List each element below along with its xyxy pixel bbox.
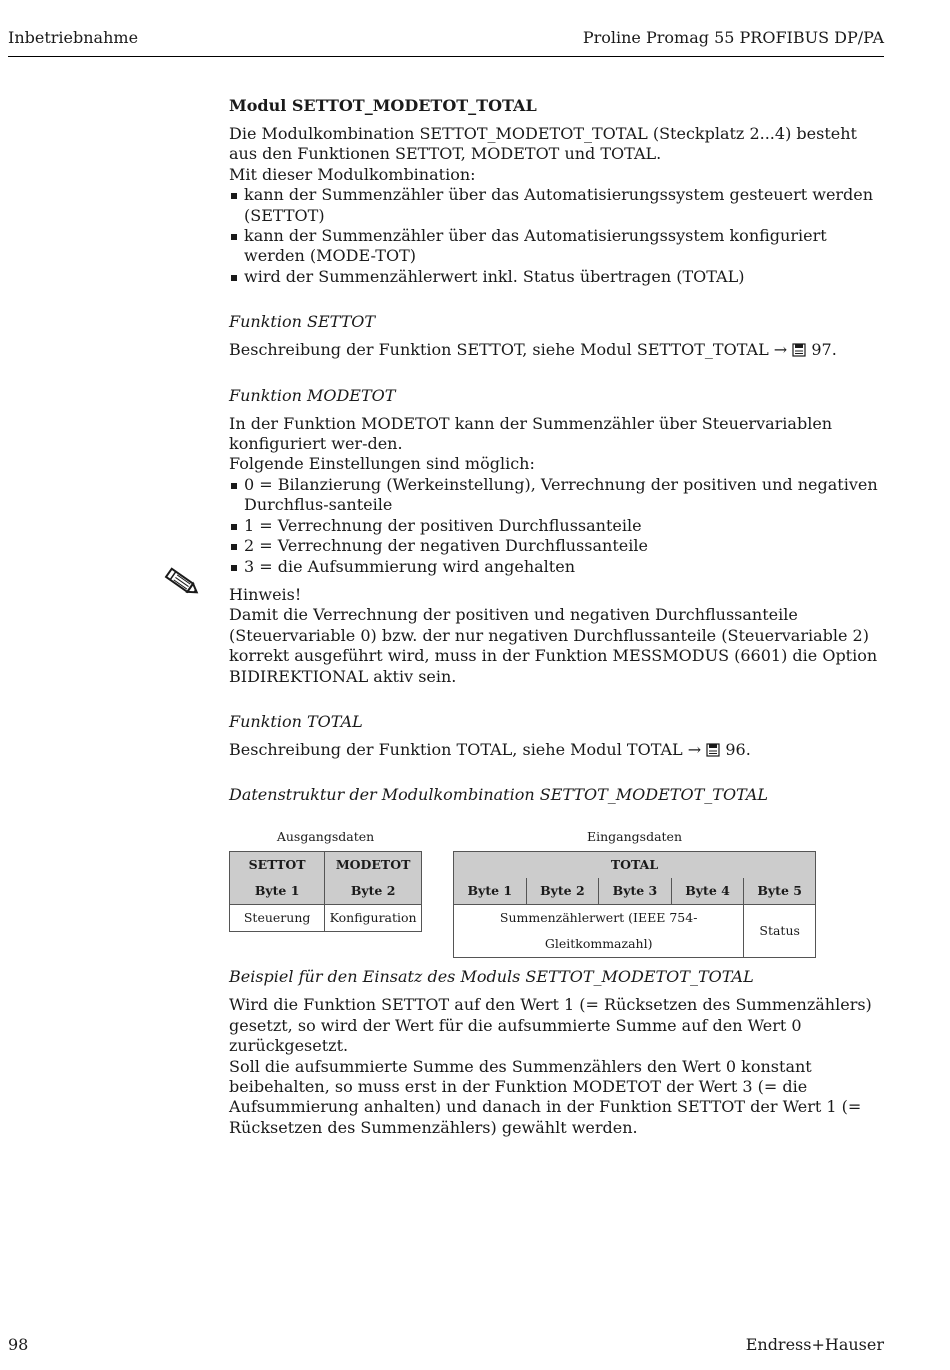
module-combo-intro: Mit dieser Modulkombination: [229, 164, 476, 184]
list-item: 2 = Verrechnung der negativen Durchflussanteile [229, 536, 885, 556]
example-paragraph-2: Soll die aufsummierte Summe des Summenzählers den Wert 0 konstant beibehalten, so muss erst in der Funktion MODETOT der Wert 3 (= die Aufsummierung anhalten) und danach in der Funktion SETTOT der Wert 1 (= Rücksetzen des Summenzählers) gewählt werden. [229, 1056, 862, 1137]
settot-description: Beschreibung der Funktion SETTOT, siehe Modul SETTOT_TOTAL → [229, 340, 788, 360]
note-text: Damit die Verrechnung der positiven und negativen Durchflussanteile (Steuervariable 0) bzw. der nur negativen Durchflussanteile (Steuervariable 2) korrekt ausgeführt wird, muss in der Funktion MESSMODUS (6601) die Option BIDIREKTIONAL aktiv sein. [229, 605, 878, 686]
total-page-ref: 96. [725, 739, 751, 759]
list-item: 3 = die Aufsummierung wird angehalten [229, 557, 885, 577]
modetot-bullet-list [229, 475, 885, 577]
input-byte-5: Byte 5 [744, 878, 816, 905]
list-item: 1 = Verrechnung der positiven Durchflussanteile [229, 516, 885, 536]
module-bullet-list [229, 185, 885, 287]
main-content [229, 96, 885, 1138]
modetot-heading: Funktion MODETOT [229, 385, 396, 405]
settot-text [229, 340, 885, 360]
header-section-title: Inbetriebnahme [8, 28, 139, 47]
modetot-settings-intro: Folgende Einstellungen sind möglich: [229, 454, 535, 474]
module-title: Modul SETTOT_MODETOT_TOTAL [229, 96, 537, 115]
header-product-title: Proline Promag 55 PROFIBUS DP/PA [582, 28, 884, 47]
total-value-cell: Summenzählerwert (IEEE 754-Gleitkommazahl) [454, 905, 744, 958]
datastruct-heading: Datenstruktur der Modulkombination SETTOT_MODETOT_TOTAL [229, 785, 769, 805]
output-control-cell: Steuerung [230, 905, 325, 932]
pencil-note-icon [162, 566, 202, 598]
settot-column-header: SETTOT [230, 852, 325, 879]
total-group-header: TOTAL [454, 852, 816, 879]
page-reference-icon [792, 343, 806, 357]
note-block [229, 585, 885, 687]
example-heading: Beispiel für den Einsatz des Moduls SETTOT_MODETOT_TOTAL [229, 967, 754, 987]
input-data-caption: Eingangsdaten [586, 829, 683, 845]
page-number: 98 [8, 1335, 29, 1354]
output-byte-2: Byte 2 [325, 878, 422, 905]
list-item: 0 = Bilanzierung (Werkeinstellung), Verrechnung der positiven und negativen Durchflus-santeile [229, 475, 885, 516]
total-description: Beschreibung der Funktion TOTAL, siehe Modul TOTAL → [229, 739, 702, 759]
data-structure-tables [229, 829, 885, 952]
example-paragraph-1: Wird die Funktion SETTOT auf den Wert 1 (= Rücksetzen des Summenzählers) gesetzt, so wird der Wert für die aufsummierte Summe auf den Wert 0 zurückgesetzt. [229, 995, 872, 1056]
input-byte-2: Byte 2 [526, 878, 599, 905]
settot-page-ref: 97. [811, 340, 837, 360]
list-item: wird der Summenzählerwert inkl. Status übertragen (TOTAL) [229, 267, 885, 287]
page-header [8, 28, 884, 57]
input-data-table [453, 851, 816, 958]
output-data-table [229, 851, 422, 932]
brand-name: Endress+Hauser [745, 1335, 884, 1354]
output-byte-1: Byte 1 [230, 878, 325, 905]
page-reference-icon [706, 743, 720, 757]
output-data-caption: Ausgangsdaten [276, 829, 375, 845]
input-byte-3: Byte 3 [599, 878, 672, 905]
total-text [229, 740, 885, 760]
module-intro: Die Modulkombination SETTOT_MODETOT_TOTAL (Steckplatz 2...4) besteht aus den Funktionen SETTOT, MODETOT und TOTAL. [229, 124, 857, 164]
list-item: kann der Summenzähler über das Automatisierungssystem konfiguriert werden (MODE-TOT) [229, 226, 885, 267]
settot-heading: Funktion SETTOT [229, 312, 376, 332]
note-label: Hinweis! [229, 584, 302, 604]
input-byte-1: Byte 1 [454, 878, 527, 905]
input-byte-4: Byte 4 [671, 878, 744, 905]
modetot-column-header: MODETOT [325, 852, 422, 879]
output-config-cell: Konfiguration [325, 905, 422, 932]
status-cell: Status [744, 905, 816, 958]
modetot-text: In der Funktion MODETOT kann der Summenzähler über Steuervariablen konfiguriert wer-den. [229, 413, 833, 454]
total-heading: Funktion TOTAL [229, 711, 363, 731]
list-item: kann der Summenzähler über das Automatisierungssystem gesteuert werden (SETTOT) [229, 185, 885, 226]
